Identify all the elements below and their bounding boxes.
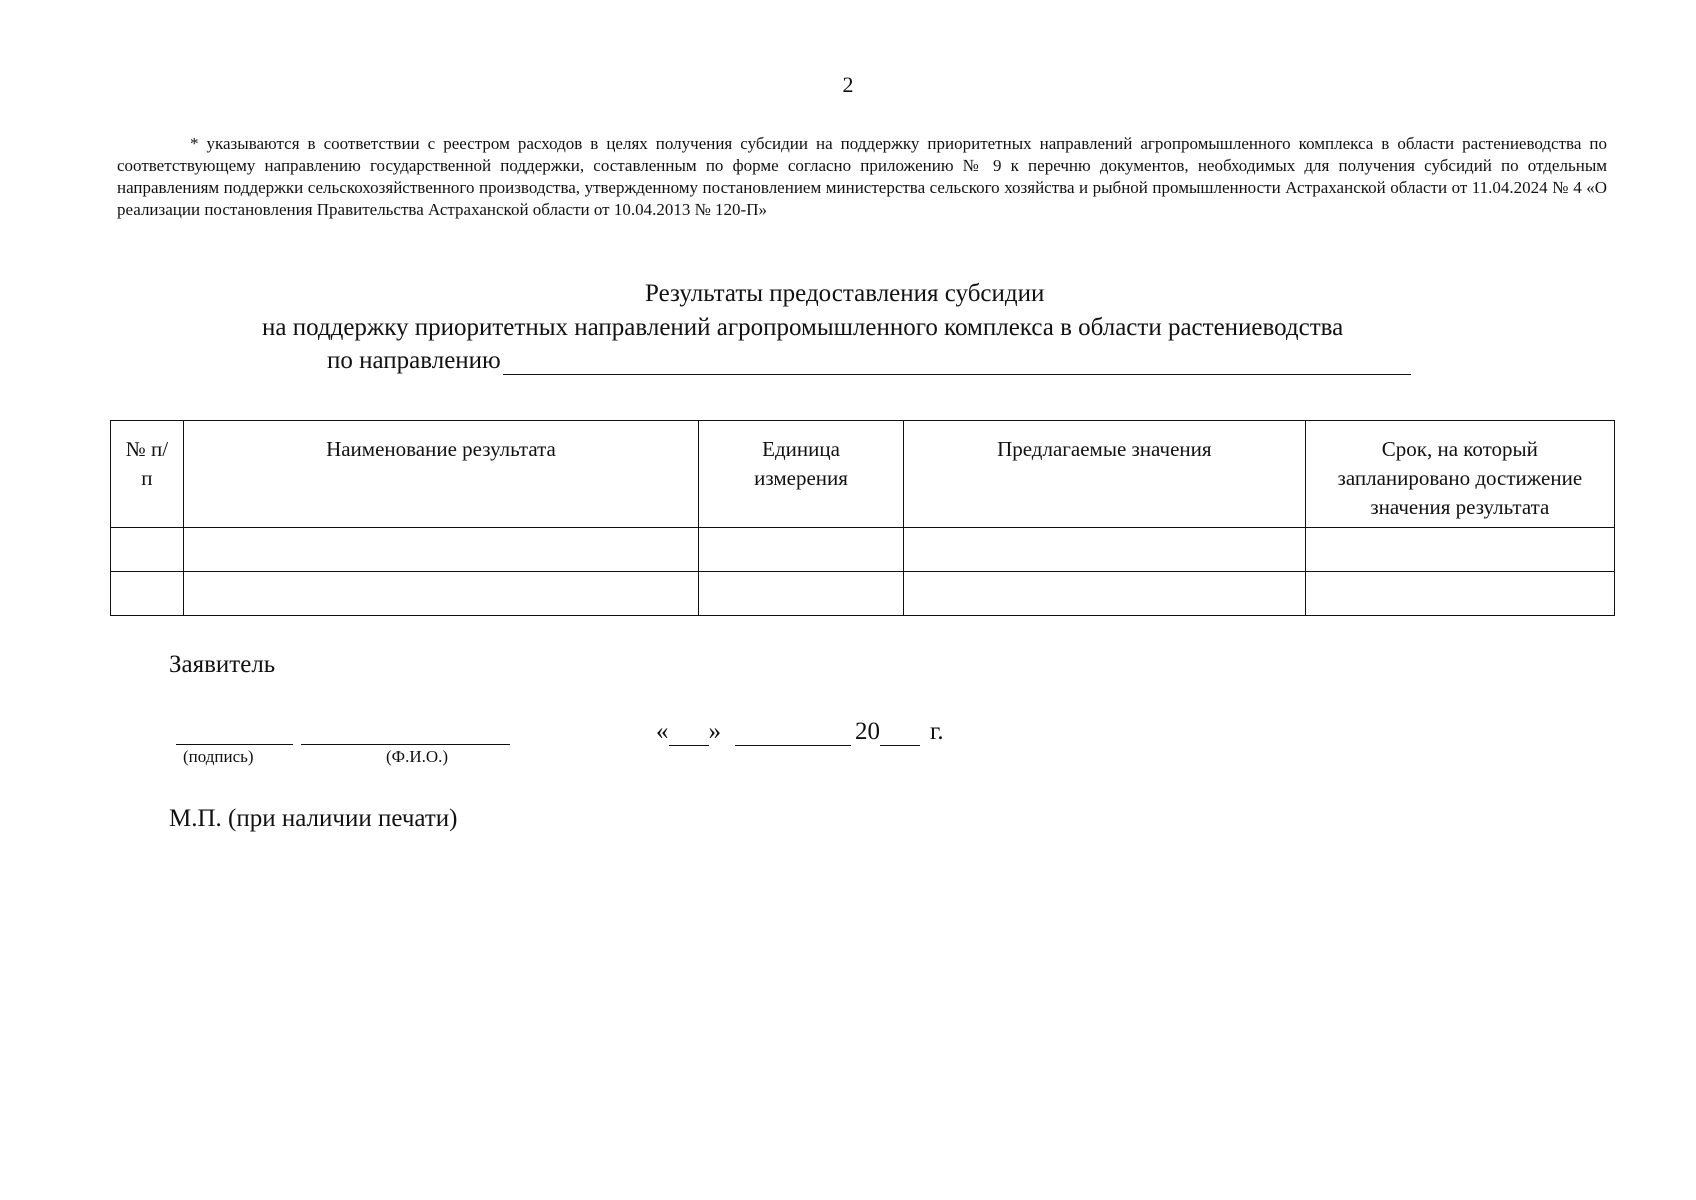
month-blank[interactable] bbox=[735, 719, 851, 746]
date-quote-open: « bbox=[656, 718, 669, 745]
table-cell[interactable] bbox=[111, 528, 184, 572]
full-name-caption: (Ф.И.О.) bbox=[386, 747, 449, 766]
stamp-note: М.П. (при наличии печати) bbox=[169, 805, 458, 832]
year-prefix: 20 bbox=[855, 718, 880, 745]
table-cell[interactable] bbox=[183, 528, 698, 572]
table-cell[interactable] bbox=[699, 528, 904, 572]
table-header-row bbox=[111, 421, 1615, 528]
title-line-2: на поддержку приоритетных направлений агропромышленного комплекса в области растениеводства bbox=[262, 314, 1344, 341]
applicant-label: Заявитель bbox=[169, 651, 276, 678]
header-number: № п/п bbox=[111, 421, 184, 528]
table-cell[interactable] bbox=[183, 572, 698, 616]
date-quote-close: » bbox=[708, 718, 721, 745]
table-cell[interactable] bbox=[699, 572, 904, 616]
table-cell[interactable] bbox=[111, 572, 184, 616]
direction-blank-field[interactable] bbox=[503, 347, 1411, 375]
page-number: 2 bbox=[842, 72, 854, 97]
full-name-line[interactable] bbox=[301, 744, 510, 745]
year-suffix: г. bbox=[930, 718, 944, 745]
header-unit: Единица измерения bbox=[699, 421, 904, 528]
header-proposed-values: Предлагаемые значения bbox=[903, 421, 1305, 528]
day-blank[interactable] bbox=[669, 719, 709, 746]
table-cell[interactable] bbox=[1305, 528, 1614, 572]
table-cell[interactable] bbox=[903, 572, 1305, 616]
title-line-3 bbox=[327, 347, 1411, 375]
title-line-1: Результаты предоставления субсидии bbox=[645, 280, 1045, 307]
date-field bbox=[656, 718, 944, 746]
signature-line[interactable] bbox=[176, 744, 293, 745]
signature-caption: (подпись) bbox=[183, 747, 254, 766]
year-blank[interactable] bbox=[880, 719, 920, 746]
results-table bbox=[110, 420, 1615, 616]
header-result-name: Наименование результата bbox=[183, 421, 698, 528]
direction-label: по направлению bbox=[327, 347, 501, 374]
table-row bbox=[111, 572, 1615, 616]
footnote: * указываются в соответствии с реестром расходов в целях получения субсидии на поддержку приоритетных направлений агропромышленного комплекса в области растениеводства по соответствующему направлению государственной поддержки, составленным по форме согласно приложению № 9 к перечню документов, необходимых для получения субсидий по отдельным направлениям поддержки сельскохозяйственного производства, утвержденному постановлением министерства сельского хозяйства и рыбной промышленности Астраханской области от 11.04.2024 № 4 «О реализации постановления Правительства Астраханской области от 10.04.2013 № 120-П» bbox=[117, 134, 1607, 219]
table-cell[interactable] bbox=[903, 528, 1305, 572]
header-term: Срок, на который запланировано достижение значения результата bbox=[1305, 421, 1614, 528]
table-row bbox=[111, 528, 1615, 572]
table-cell[interactable] bbox=[1305, 572, 1614, 616]
